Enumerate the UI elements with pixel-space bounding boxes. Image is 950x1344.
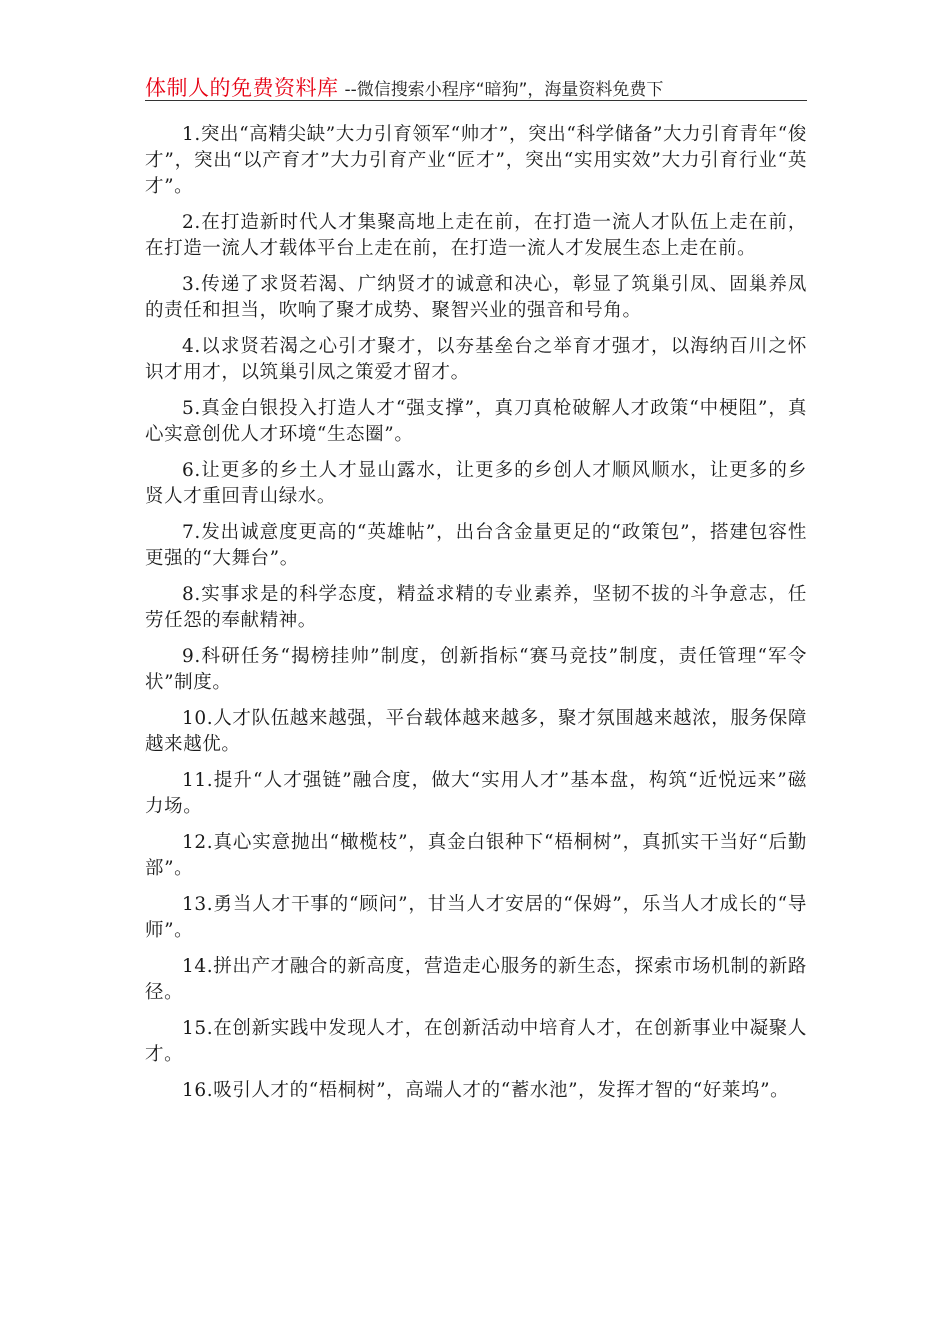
list-item-8: 8.实事求是的科学态度，精益求精的专业素养，坚韧不拔的斗争意志，任劳任怨的奉献精神。 xyxy=(145,584,807,631)
list-item-7: 7.发出诚意度更高的“英雄帖”，出台含金量更足的“政策包”，搭建包容性更强的“大舞台”。 xyxy=(145,522,807,569)
header-divider xyxy=(145,100,807,101)
list-item-12: 12.真心实意抛出“橄榄枝”，真金白银种下“梧桐树”，真抓实干当好“后勤部”。 xyxy=(145,832,807,879)
list-item-3: 3.传递了求贤若渴、广纳贤才的诚意和决心，彰显了筑巢引凤、固巢养凤的责任和担当，吹响了聚才成势、聚智兴业的强音和号角。 xyxy=(145,274,807,321)
list-item-9: 9.科研任务“揭榜挂帅”制度，创新指标“赛马竞技”制度，责任管理“军令状”制度。 xyxy=(145,646,807,693)
list-item-16: 16.吸引人才的“梧桐树”，高端人才的“蓄水池”，发挥才智的“好莱坞”。 xyxy=(182,1080,790,1101)
list-item-6: 6.让更多的乡土人才显山露水，让更多的乡创人才顺风顺水，让更多的乡贤人才重回青山绿水。 xyxy=(145,460,807,507)
list-item-5: 5.真金白银投入打造人才“强支撑”，真刀真枪破解人才政策“中梗阻”，真心实意创优人才环境“生态圈”。 xyxy=(145,398,807,445)
list-item-2: 2.在打造新时代人才集聚高地上走在前，在打造一流人才队伍上走在前，在打造一流人才载体平台上走在前，在打造一流人才发展生态上走在前。 xyxy=(145,212,807,259)
list-item-14: 14.拼出产才融合的新高度，营造走心服务的新生态，探索市场机制的新路径。 xyxy=(145,956,807,1003)
page-header xyxy=(145,72,807,100)
header-subtitle: --微信搜索小程序“暗狗”，海量资料免费下 xyxy=(344,80,664,100)
list-item-1: 1.突出“高精尖缺”大力引育领军“帅才”，突出“科学储备”大力引育青年“俊才”，突出“以产育才”大力引育产业“匠才”，突出“实用实效”大力引育行业“英才”。 xyxy=(145,124,807,197)
header-brand-title: 体制人的免费资料库 xyxy=(145,76,339,100)
list-item-15: 15.在创新实践中发现人才，在创新活动中培育人才，在创新事业中凝聚人才。 xyxy=(145,1018,807,1065)
document-body xyxy=(145,122,807,1114)
list-item-10: 10.人才队伍越来越强，平台载体越来越多，聚才氛围越来越浓，服务保障越来越优。 xyxy=(145,708,807,755)
list-item-13: 13.勇当人才干事的“顾问”，甘当人才安居的“保姆”，乐当人才成长的“导师”。 xyxy=(145,894,807,941)
list-item-11: 11.提升“人才强链”融合度，做大“实用人才”基本盘，构筑“近悦远来”磁力场。 xyxy=(145,770,807,817)
list-item-4: 4.以求贤若渴之心引才聚才，以夯基垒台之举育才强才，以海纳百川之怀识才用才，以筑巢引凤之策爱才留才。 xyxy=(145,336,807,383)
